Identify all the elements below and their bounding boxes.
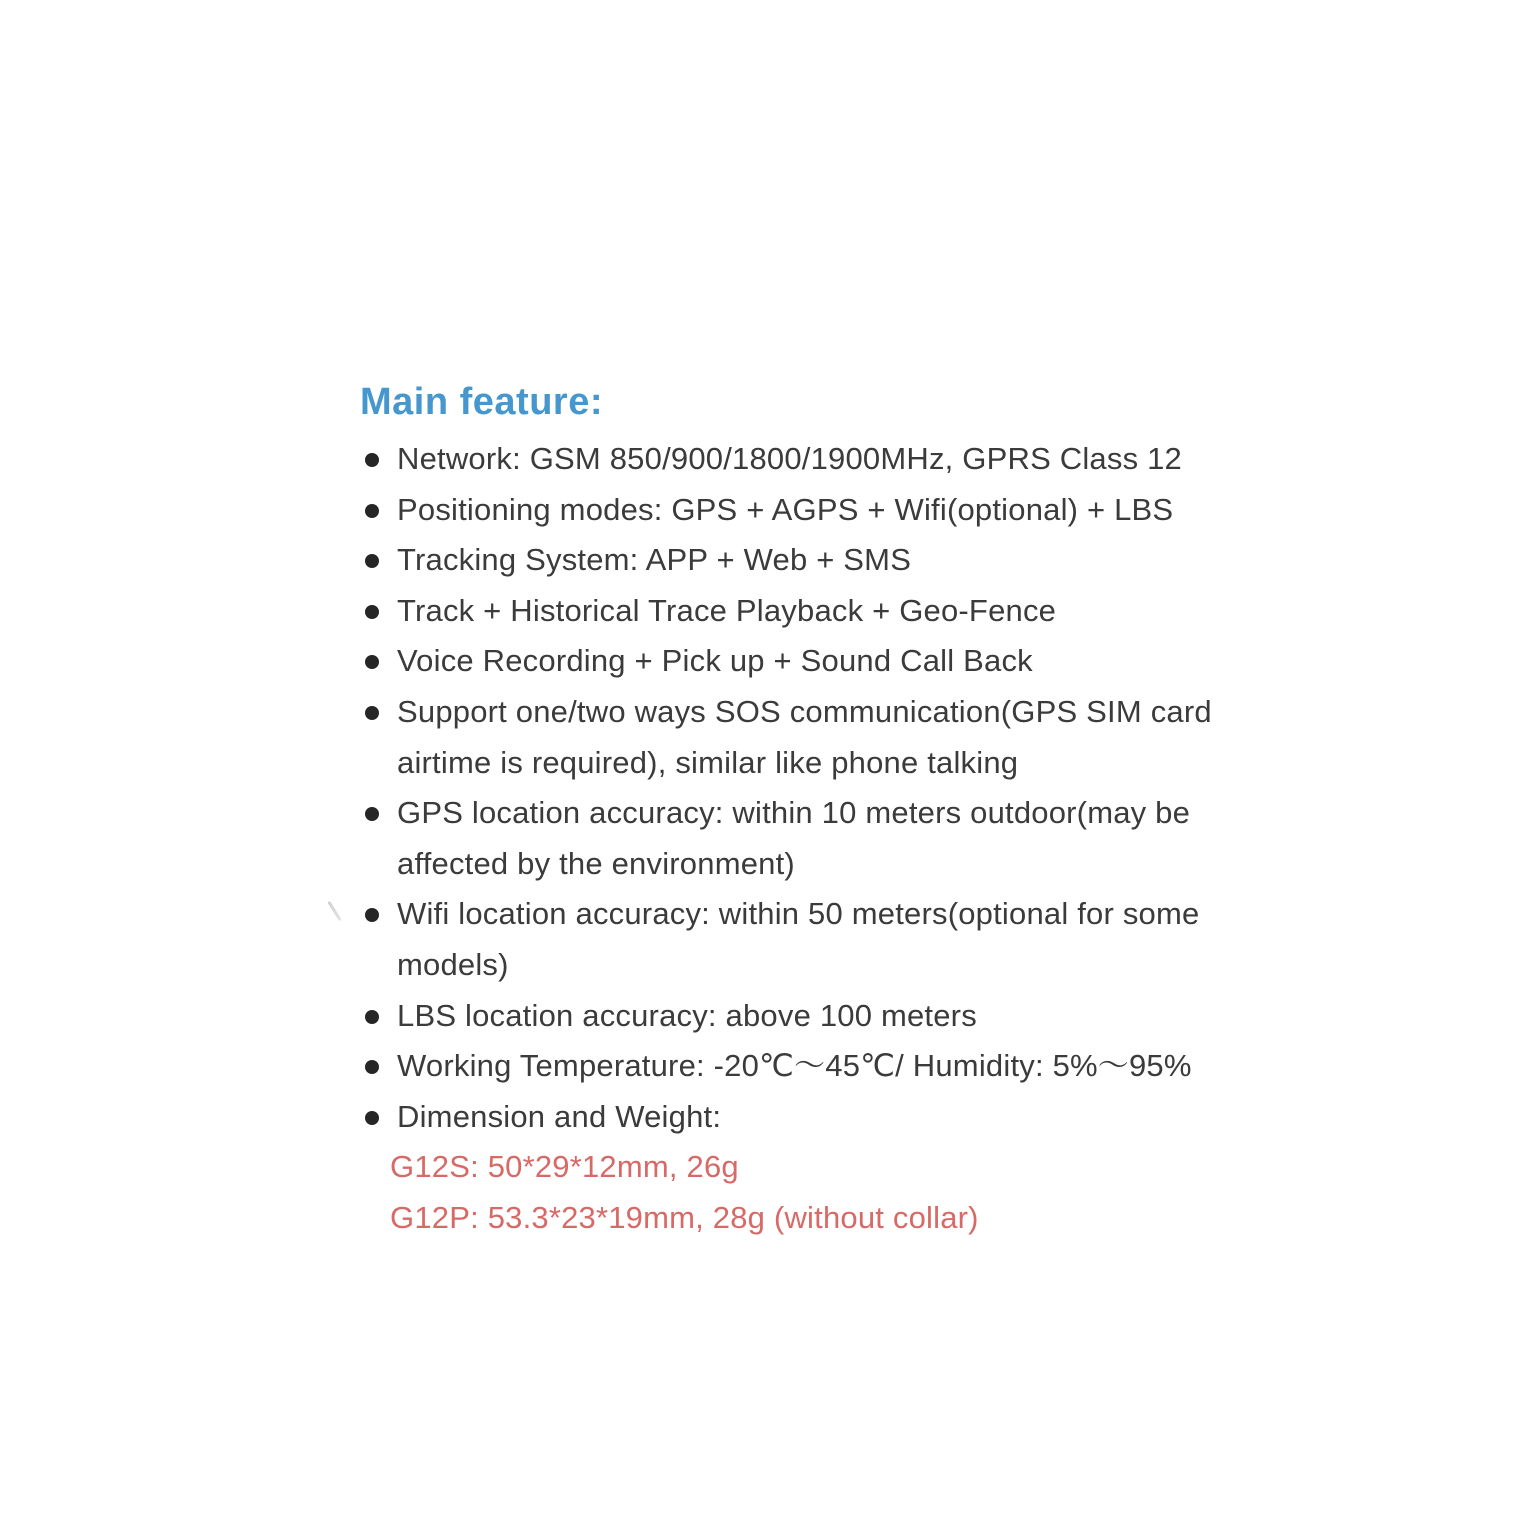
feature-line: Dimension and Weight:	[397, 1098, 722, 1134]
feature-item	[360, 535, 1220, 586]
feature-line: Voice Recording + Pick up + Sound Call Back	[397, 643, 1033, 679]
feature-line: Working Temperature: -20℃～45℃/ Humidity: 5%～95%	[397, 1048, 1192, 1084]
feature-line: Wifi location accuracy: within 50 meters(optional for some	[397, 896, 1200, 932]
bullet-icon	[365, 655, 379, 669]
bullet-icon	[365, 908, 379, 922]
feature-text	[397, 535, 1220, 586]
dimension-details	[360, 1142, 1220, 1243]
scan-artifact	[327, 901, 341, 921]
feature-item	[360, 586, 1220, 637]
bullet-icon	[365, 605, 379, 619]
feature-item	[360, 636, 1220, 687]
feature-text	[397, 991, 1220, 1042]
feature-text	[397, 434, 1220, 485]
feature-text	[397, 586, 1220, 637]
feature-text	[397, 788, 1220, 889]
feature-text	[397, 889, 1220, 990]
feature-text	[397, 636, 1220, 687]
feature-line: LBS location accuracy: above 100 meters	[397, 997, 977, 1033]
dimension-detail-line: G12S: 50*29*12mm, 26g	[390, 1149, 739, 1185]
feature-list	[360, 434, 1220, 1142]
feature-line: Support one/two ways SOS communication(GPS SIM card	[397, 693, 1212, 729]
bullet-icon	[365, 504, 379, 518]
feature-item	[360, 687, 1220, 788]
feature-line: Network: GSM 850/900/1800/1900MHz, GPRS Class 12	[397, 441, 1182, 476]
feature-line: GPS location accuracy: within 10 meters outdoor(may be	[397, 795, 1191, 831]
bullet-icon	[365, 453, 379, 467]
feature-line: airtime is required), similar like phone talking	[397, 744, 1019, 780]
feature-line: models)	[397, 946, 509, 982]
bullet-icon	[365, 1010, 379, 1024]
feature-line: Track + Historical Trace Playback + Geo-Fence	[397, 592, 1057, 628]
page-title: Main feature:	[360, 381, 603, 423]
feature-item	[360, 1092, 1220, 1143]
feature-item	[360, 788, 1220, 889]
dimension-detail-line: G12P: 53.3*23*19mm, 28g (without collar)	[390, 1199, 979, 1235]
feature-line: affected by the environment)	[397, 845, 795, 881]
bullet-icon	[365, 1111, 379, 1125]
feature-document	[360, 380, 1220, 1244]
feature-line: Tracking System: APP + Web + SMS	[397, 542, 912, 578]
feature-text	[397, 1041, 1220, 1092]
feature-line: Positioning modes: GPS + AGPS + Wifi(optional) + LBS	[397, 491, 1174, 527]
feature-item	[360, 485, 1220, 536]
bullet-icon	[365, 554, 379, 568]
bullet-icon	[365, 706, 379, 720]
feature-item	[360, 1041, 1220, 1092]
bullet-icon	[365, 1060, 379, 1074]
feature-text	[397, 687, 1220, 788]
bullet-icon	[365, 807, 379, 821]
feature-text	[397, 485, 1220, 536]
feature-item	[360, 434, 1220, 485]
feature-text	[397, 1092, 1220, 1143]
feature-item	[360, 991, 1220, 1042]
feature-item	[360, 889, 1220, 990]
